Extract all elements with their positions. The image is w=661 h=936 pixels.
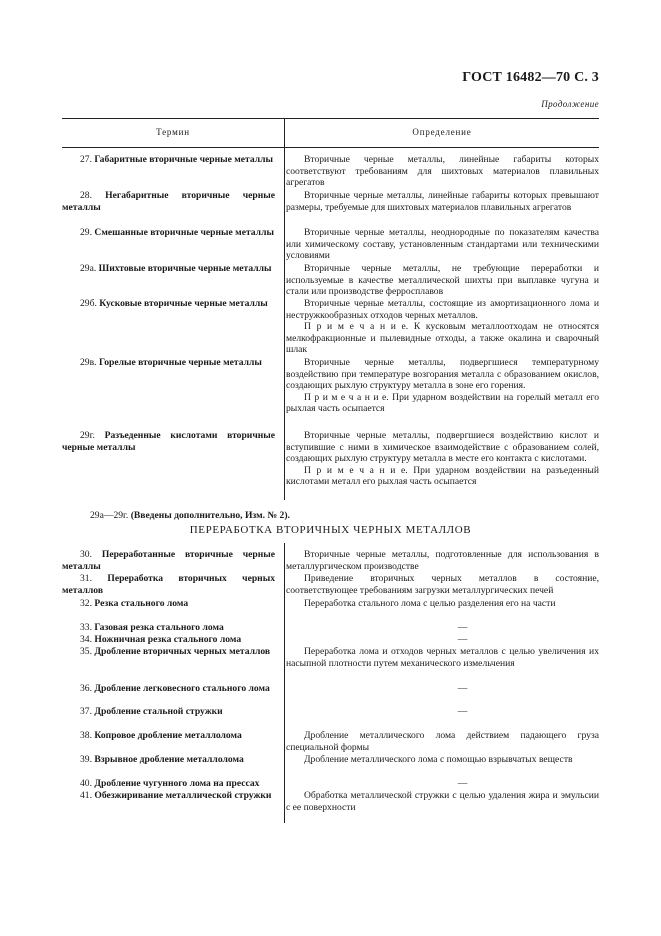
definition: Обработка металлической стружки с целью удаления жира и эмульсии с ее поверхности xyxy=(286,790,599,813)
term-number: 27. xyxy=(80,154,92,165)
definition: Приведение вторичных черных металлов в состояние, соответствующее требованиям загрузки металлургических печей xyxy=(286,573,599,596)
term-number: 35. xyxy=(80,646,92,657)
term xyxy=(62,263,275,275)
term xyxy=(62,154,275,166)
term xyxy=(62,706,275,718)
definition-note: П р и м е ч а н и е. К кусковым металлоотходам не относятся мелкофракционные и пылевидные отходы, а также окалина и сварочный шлак xyxy=(286,321,599,356)
definition: Вторичные черные металлы, подготовленные для использования в металлургическом производстве xyxy=(286,549,599,572)
term-number: 37. xyxy=(80,706,92,717)
term-name: Газовая резка стального лома xyxy=(94,622,224,633)
definition-text: Вторичные черные металлы, состоящие из амортизационного лома и нестружкообразных отходов черных металлов. xyxy=(286,298,599,321)
definition: Вторичные черные металлы, не требующие переработки и используемые в качестве металлической шихты при выплавке чугуна и стали или производстве ферросплавов xyxy=(286,263,599,298)
term-name: Дробление легковесного стального лома xyxy=(94,683,270,694)
definition xyxy=(286,298,599,356)
term-number: 29б. xyxy=(80,298,97,309)
definition xyxy=(286,357,599,415)
definition: — xyxy=(457,683,468,694)
term xyxy=(62,790,275,802)
term-number: 39. xyxy=(80,754,92,765)
section-title: ПЕРЕРАБОТКА ВТОРИЧНЫХ ЧЕРНЫХ МЕТАЛЛОВ xyxy=(189,524,472,536)
term-name: Переработка вторичных черных металлов xyxy=(62,573,275,596)
term-number: 29в. xyxy=(80,357,97,368)
amendment-range: 29а—29г. xyxy=(90,510,129,521)
term-number: 33. xyxy=(80,622,92,633)
header-definition: Определение xyxy=(412,127,472,137)
amendment-text: (Введены дополнительно, Изм. № 2). xyxy=(130,510,290,521)
term-name: Резка стального лома xyxy=(94,598,189,609)
term xyxy=(62,622,275,634)
term-number: 38. xyxy=(80,730,92,741)
column-divider-upper xyxy=(284,146,285,500)
term-name: Кусковые вторичные черные металлы xyxy=(99,298,268,309)
term-number: 32. xyxy=(80,598,92,609)
term-number: 29. xyxy=(80,227,92,238)
term xyxy=(62,754,275,766)
term xyxy=(62,646,275,658)
definition-text: Вторичные черные металлы, подвергшиеся воздействию кислот и вступившие с ними в химическое взаимодействие с образованием солей, создающих рыхлую структуру металла в месте его контакта с кислотами. xyxy=(286,430,599,465)
term-number: 40. xyxy=(80,778,92,789)
term xyxy=(62,430,275,453)
page-header-title: ГОСТ 16482—70 С. 3 xyxy=(462,70,599,85)
continued-label: Продолжение xyxy=(541,99,599,109)
definition: — xyxy=(457,778,468,789)
term-name: Разъеденные кислотами вторичные черные металлы xyxy=(62,430,276,453)
term xyxy=(62,549,275,572)
column-divider-lower xyxy=(284,543,285,823)
term-name: Габаритные вторичные черные металлы xyxy=(94,154,274,165)
term xyxy=(62,683,275,695)
header-term: Термин xyxy=(156,127,190,137)
definition: Вторичные черные металлы, линейные габариты которых превышают размеры, требуемые для шихтовых материалов плавильных агрегатов xyxy=(286,190,599,213)
term-number: 29г. xyxy=(80,430,95,441)
definition: Переработка стального лома с целью разделения его на части xyxy=(304,598,556,609)
definition: Вторичные черные металлы, неоднородные по показателям качества или химическому составу, установленным стандартами или техническими условиями xyxy=(286,227,599,262)
definition: — xyxy=(457,622,468,633)
term-name: Шихтовые вторичные черные металлы xyxy=(98,263,272,274)
definition: Вторичные черные металлы, линейные габариты которых соответствуют требованиям для шихтовых материалов плавильных агрегатов xyxy=(286,154,599,189)
definition: — xyxy=(457,634,468,645)
definition: Дробление металлического лома с помощью взрывчатых веществ xyxy=(304,754,573,765)
term-name: Копровое дробление металлолома xyxy=(94,730,242,741)
definition: — xyxy=(457,706,468,717)
definition xyxy=(286,430,599,488)
definition-note: П р и м е ч а н и е. При ударном воздействии на горелый металл его рыхлая часть осыпается xyxy=(286,391,599,415)
term-number: 36. xyxy=(80,683,92,694)
term xyxy=(62,357,275,369)
term-name: Дробление вторичных черных металлов xyxy=(94,646,271,657)
term-number: 31. xyxy=(80,573,92,584)
term xyxy=(62,227,275,239)
amendment-note xyxy=(90,510,290,521)
term-name: Дробление стальной стружки xyxy=(94,706,223,717)
definition: Переработка лома и отходов черных металлов с целью увеличения их насыпной плотности путем механического измельчения xyxy=(286,646,599,669)
term-number: 28. xyxy=(80,190,92,201)
term xyxy=(62,298,275,310)
term xyxy=(62,598,275,610)
term xyxy=(62,190,275,213)
term-number: 34. xyxy=(80,634,92,645)
term-name: Взрывное дробление металлолома xyxy=(94,754,244,765)
term-name: Дробление чугунного лома на прессах xyxy=(94,778,260,789)
term-name: Негабаритные вторичные черные металлы xyxy=(62,190,275,213)
definition-note: П р и м е ч а н и е. При ударном воздействии на разъеденный кислотами металл его рыхлая часть осыпается xyxy=(286,464,599,488)
term xyxy=(62,573,275,596)
definition-text: Вторичные черные металлы, подвергшиеся температурному воздействию при температуре возгорания металла с образованием окислов, создающих рыхлую структуру металла в зоне его горения. xyxy=(286,357,599,392)
term-name: Горелые вторичные черные металлы xyxy=(98,357,262,368)
term-name: Обезжиривание металлической стружки xyxy=(94,790,272,801)
table-header xyxy=(62,118,599,148)
term-name: Ножничная резка стального лома xyxy=(94,634,242,645)
term xyxy=(62,634,275,646)
term-name: Смешанные вторичные черные металлы xyxy=(94,227,274,238)
term-number: 30. xyxy=(80,549,92,560)
definition: Дробление металлического лома действием падающего груза специальной формы xyxy=(286,730,599,753)
term-name: Переработанные вторичные черные металлы xyxy=(62,549,275,572)
term-number: 41. xyxy=(80,790,92,801)
term xyxy=(62,778,275,790)
term xyxy=(62,730,275,742)
term-number: 29а. xyxy=(80,263,97,274)
